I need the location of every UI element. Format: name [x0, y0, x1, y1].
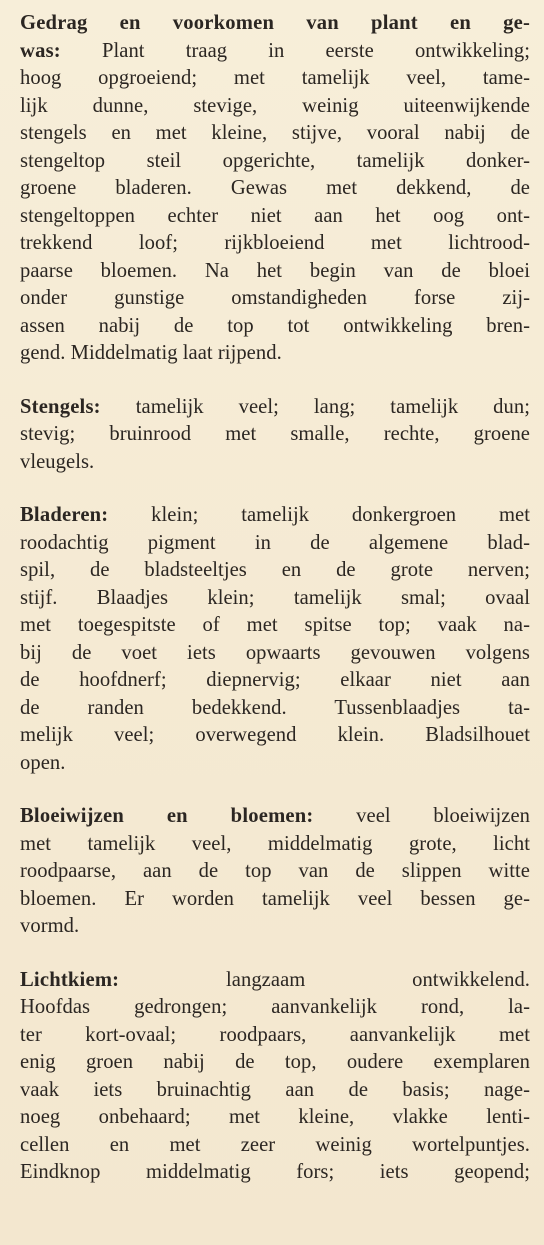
- section-heading: Bloeiwijzen en bloemen:: [20, 805, 314, 827]
- text-line: stengeltop steil opgerichte, tamelijk donker-: [20, 149, 530, 172]
- text-line: bloemen. Er worden tamelijk veel bessen ge-: [20, 887, 530, 910]
- section-heading: Bladeren:: [20, 504, 109, 526]
- text-line: de hoofdnerf; diepnervig; elkaar niet aan: [20, 669, 530, 691]
- text-line: trekkend loof; rijkbloeiend met lichtrood-: [20, 232, 530, 254]
- text-line: Hoofdas gedrongen; aanvankelijk rond, la-: [20, 996, 530, 1018]
- text-line: spil, de bladsteeltjes en de grote nerven;: [20, 559, 530, 581]
- text-line: [20, 803, 530, 831]
- text-line: vaak iets bruinachtig aan de basis; nage-: [20, 1078, 530, 1101]
- paragraph: [20, 803, 530, 941]
- text-line: noeg onbehaard; met kleine, vlakke lenti-: [20, 1106, 530, 1128]
- text-line: roodpaarse, aan de top van de slippen witte: [20, 860, 530, 882]
- text-line: Eindknop middelmatig fors; iets geopend;: [20, 1161, 530, 1183]
- line-text: tamelijk veel; lang; tamelijk dun;: [100, 395, 530, 418]
- text-line: roodachtig pigment in de algemene blad-: [20, 531, 530, 554]
- section-heading: Stengels:: [20, 395, 101, 418]
- text-line: enig groen nabij de top, oudere exemplaren: [20, 1051, 530, 1073]
- section-bladeren: [20, 502, 530, 777]
- paragraph: [20, 394, 530, 477]
- section-gedrag: [20, 10, 530, 368]
- text-line: [20, 38, 530, 66]
- section-heading: Gedrag en voorkomen van plant en ge-: [20, 12, 530, 34]
- text-line: vormd.: [20, 915, 80, 937]
- text-line: stevig; bruinrood met smalle, rechte, groene: [20, 423, 530, 445]
- section-heading-continued: was:: [20, 39, 61, 62]
- text-line: open.: [20, 751, 66, 774]
- section-stengels: [20, 394, 530, 477]
- text-line: stijf. Blaadjes klein; tamelijk smal; ovaal: [20, 586, 530, 609]
- text-line: [20, 10, 530, 38]
- text-line: de randen bedekkend. Tussenblaadjes ta-: [20, 696, 530, 719]
- line-text: langzaam ontwikkelend.: [119, 968, 530, 991]
- text-line: groene bladeren. Gewas met dekkend, de: [20, 177, 530, 199]
- text-line: stengeltoppen echter niet aan het oog ont-: [20, 204, 530, 227]
- paragraph: [20, 10, 530, 368]
- text-line: ter kort-ovaal; roodpaars, aanvankelijk met: [20, 1023, 530, 1046]
- text-line: stengels en met kleine, stijve, vooral nabij de: [20, 122, 530, 144]
- section-heading: Lichtkiem:: [20, 968, 120, 991]
- line-text: klein; tamelijk donkergroen met: [108, 504, 530, 526]
- text-line: met toegespitste of met spitse top; vaak na-: [20, 614, 530, 636]
- text-line: melijk veel; overwegend klein. Bladsilhouet: [20, 724, 530, 746]
- line-text: veel bloeiwijzen: [313, 805, 530, 827]
- text-line: bij de voet iets opwaarts gevouwen volgens: [20, 641, 530, 664]
- text-line: [20, 502, 530, 530]
- text-line: cellen en met zeer weinig wortelpuntjes.: [20, 1133, 530, 1156]
- text-line: met tamelijk veel, middelmatig grote, licht: [20, 832, 530, 855]
- text-line: [20, 394, 530, 422]
- text-line: hoog opgroeiend; met tamelijk veel, tame-: [20, 67, 530, 89]
- line-text: Plant traag in eerste ontwikkeling;: [60, 39, 530, 62]
- text-line: paarse bloemen. Na het begin van de bloei: [20, 259, 530, 282]
- text-line: lijk dunne, stevige, weinig uiteenwijkende: [20, 94, 530, 117]
- text-line: assen nabij de top tot ontwikkeling bren-: [20, 314, 530, 337]
- text-line: onder gunstige omstandigheden forse zij-: [20, 287, 530, 309]
- text-line: [20, 967, 530, 995]
- section-lichtkiem: [20, 967, 530, 1187]
- section-bloeiwijzen: [20, 803, 530, 941]
- paragraph: [20, 967, 530, 1187]
- text-line: vleugels.: [20, 450, 95, 473]
- paragraph: [20, 502, 530, 777]
- text-line: gend. Middelmatig laat rijpend.: [20, 342, 282, 364]
